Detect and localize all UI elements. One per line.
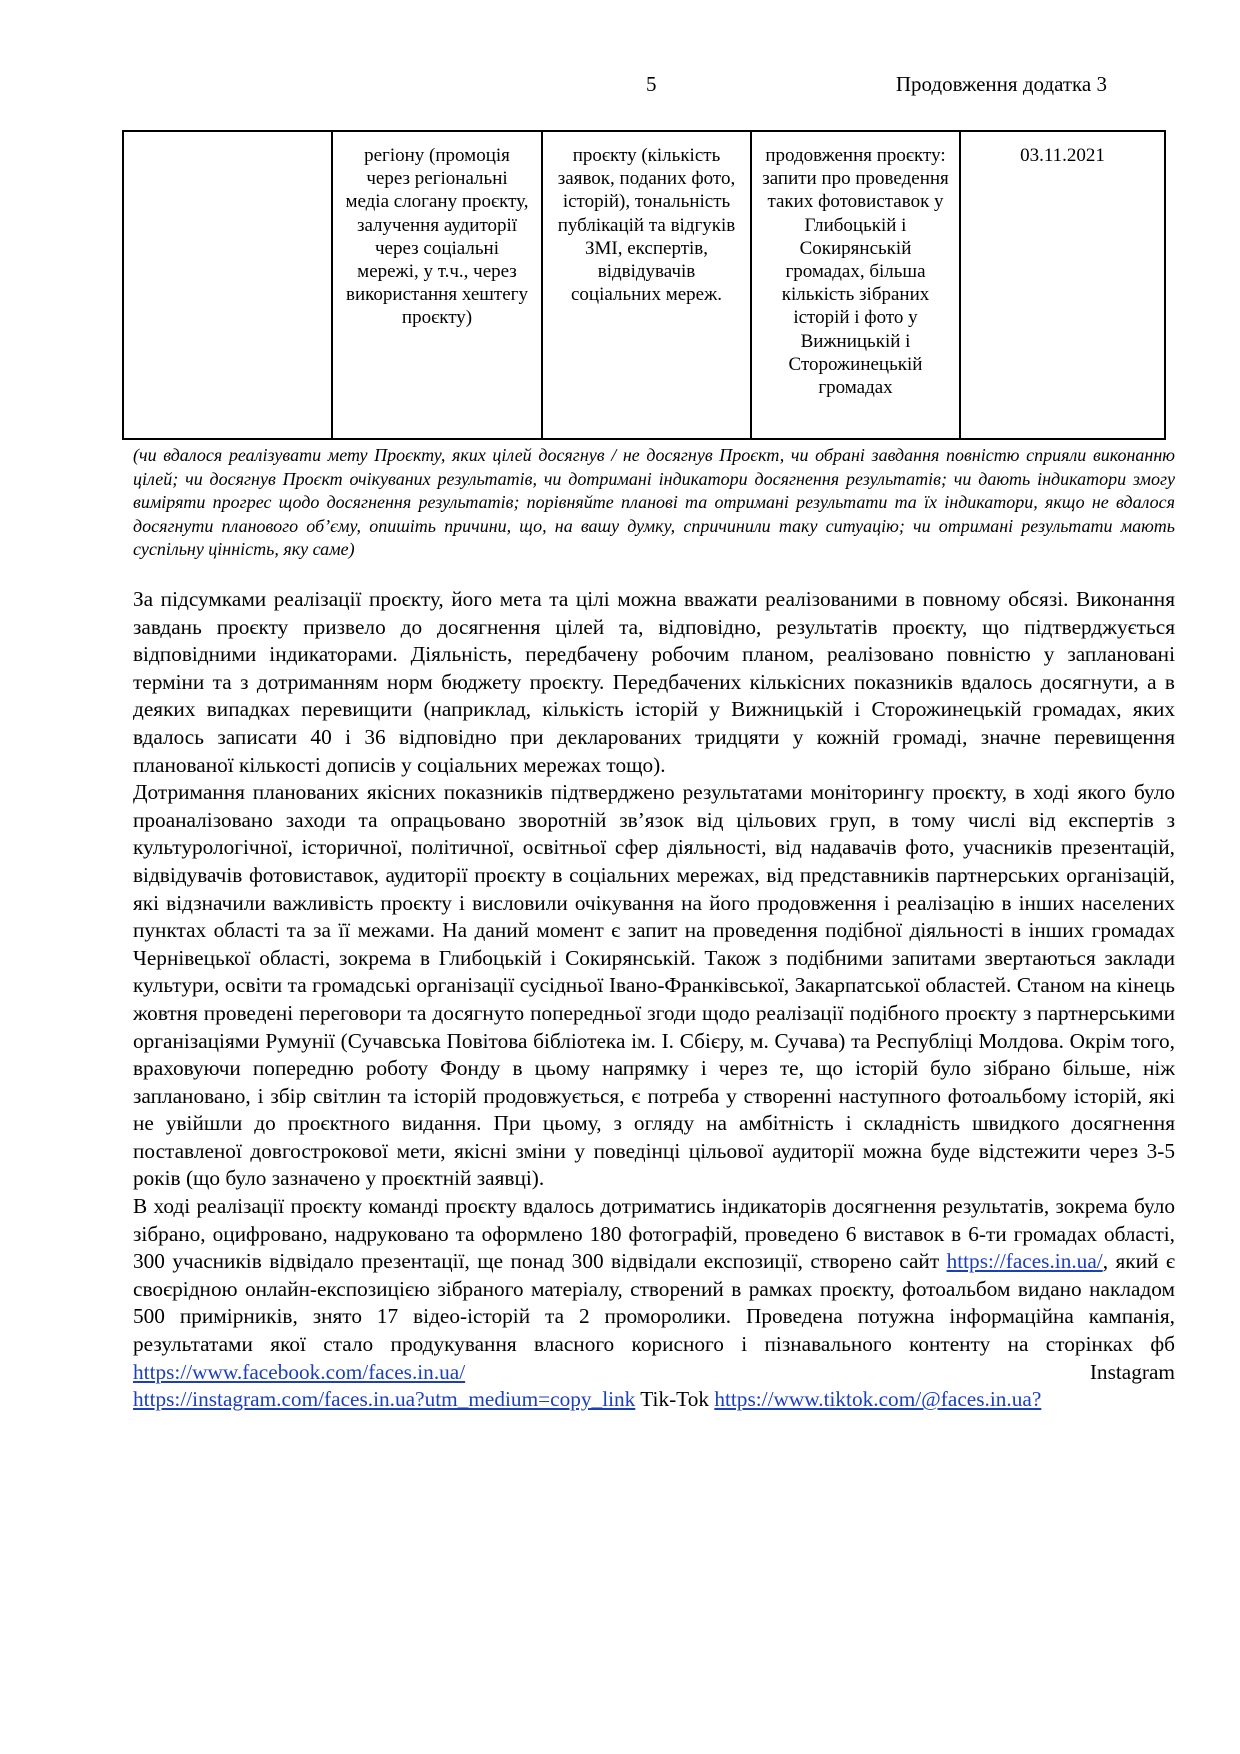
site-link[interactable]: https://faces.in.ua/ bbox=[946, 1249, 1103, 1274]
table-cell: регіону (промоція через регіональні медіа слогану проєкту, залучення аудиторії через соціальні мережі, у т.ч., через використання хештегу проєкту) bbox=[332, 131, 542, 439]
paragraph-indicators bbox=[133, 1193, 1175, 1386]
table-cell: 03.11.2021 bbox=[960, 131, 1165, 439]
appendix-continuation-label: Продовження додатка 3 bbox=[895, 72, 1107, 96]
table-cell: проєкту (кількість заявок, поданих фото, історій), тональність публікацій та відгуків ЗМІ, експертів, відвідувачів соціальних мереж. bbox=[542, 131, 751, 439]
report-body bbox=[133, 586, 1175, 1414]
instagram-link[interactable]: https://instagram.com/faces.in.ua?utm_medium=copy_link bbox=[133, 1387, 636, 1412]
page-number: 5 bbox=[646, 72, 657, 96]
table-row bbox=[123, 131, 1165, 439]
tiktok-link[interactable]: https://www.tiktok.com/@faces.in.ua? bbox=[714, 1387, 1042, 1412]
instructions-note: (чи вдалося реалізувати мету Проєкту, яких цілей досягнув / не досягнув Проєкт, чи обрані завдання повністю сприяли виконанню цілей; чи досягнув Проєкт очікуваних результатів, чи дотримані індикатори досягнення результатів; чи дають індикатори змогу виміряти прогрес щодо досягнення результатів; порівняйте планові та отримані результати та їх індикатори, якщо не вдалося досягнути планового об’єму, опишіть причини, що, на вашу думку, спричинили таку ситуацію; чи отримані результати мають суспільну цінність, яку саме) bbox=[133, 445, 1175, 559]
table-cell bbox=[123, 131, 332, 439]
paragraph-summary: За підсумками реалізації проєкту, його мета та цілі можна вважати реалізованими в повному обсязі. Виконання завдань проєкту призвело до досягнення цілей та, відповідно, результатів проєкту, що підтверджується відповідними індикаторами. Діяльність, передбачену робочим планом, реалізовано повністю у заплановані терміни та з дотриманням норм бюджету проєкту. Передбачених кількісних показників вдалось досягнути, а в деяких випадках перевищити (наприклад, кількість історій у Вижницькій і Сторожинецькій громадах, яких вдалось записати 40 і 36 відповідно при декларованих тридцяти у кожній громаді, значне перевищення планованої кількості дописів у соціальних мережах тощо). bbox=[133, 587, 1175, 777]
paragraph-text: Instagram bbox=[465, 1359, 1175, 1384]
paragraph-text: Tik-Tok bbox=[635, 1387, 715, 1412]
paragraph-text: , який є своєрідною онлайн-експозицією зібраного матеріалу, створений в рамках проєкту, фотоальбом видано накладом 500 примірників, знято 17 відео-історій та 2 проморолики. Проведена потужна інформаційна кампанія, результатами якої стало продукування власного корисного і пізнавального контенту на сторінках фб bbox=[133, 1249, 1175, 1357]
paragraph-social-links bbox=[133, 1386, 1175, 1414]
results-table bbox=[122, 130, 1166, 440]
page-header bbox=[0, 72, 1240, 102]
facebook-link[interactable]: https://www.facebook.com/faces.in.ua/ bbox=[133, 1359, 466, 1384]
table-cell: продовження проєкту: запити про проведення таких фотовиставок у Глибоцькій і Сокирянській громадах, більша кількість зібраних історій і фото у Вижницькій і Сторожинецькій громадах bbox=[751, 131, 960, 439]
paragraph-qualitative-results: Дотримання планованих якісних показників підтверджено результатами моніторингу проєкту, в ході якого було проаналізовано заходи та опрацьовано зворотній зв’язок від цільових груп, в тому числі від експертів з культурологічної, історичної, політичної, освітньої сфер діяльності, від надавачів фото, учасників презентацій, відвідувачів фотовиставок, аудиторії проєкту в соціальних мережах, від представників партнерських організацій, які відзначили важливість проєкту і висловили очікування на його продовження і реалізацію в інших населених пунктах області та за її межами. На даний момент є запит на проведення подібної діяльності в інших громадах Чернівецької області, зокрема в Глибоцькій і Сокирянській. Також з подібними запитами звертаються заклади культури, освіти та громадські організації сусідньої Івано-Франківської, Закарпатської областей. Станом на кінець жовтня проведені переговори та досягнуто попередньої згоди щодо реалізації подібного проєкту з партнерськими організаціями Румунії (Сучавська Повітова бібліотека ім. І. Сбієру, м. Сучава) та Республіці Молдова. Окрім того, враховуючи попередню роботу Фонду в цьому напрямку і через те, що історій було зібрано більше, ніж заплановано, і збір світлин та історій продовжується, є потреба у створенні наступного фотоальбому історій, які не увійшли до проєктного видання. При цьому, з огляду на амбітність і складність швидкого досягнення поставленої довгострокової мети, якісні зміни у поведінці цільової аудиторії можна буде відстежити через 3-5 років (що було зазначено у проєктній заявці). bbox=[133, 780, 1175, 1191]
paragraph-text: В ході реалізації проєкту команді проєкту вдалось дотриматись індикаторів досягнення результатів, зокрема було зібрано, оцифровано, надруковано та оформлено 180 фотографій, проведено 6 виставок в 6-ти громадах області, 300 учасників відвідало презентації, ще понад 300 відвідали експозиції, створено сайт bbox=[133, 1194, 1175, 1274]
